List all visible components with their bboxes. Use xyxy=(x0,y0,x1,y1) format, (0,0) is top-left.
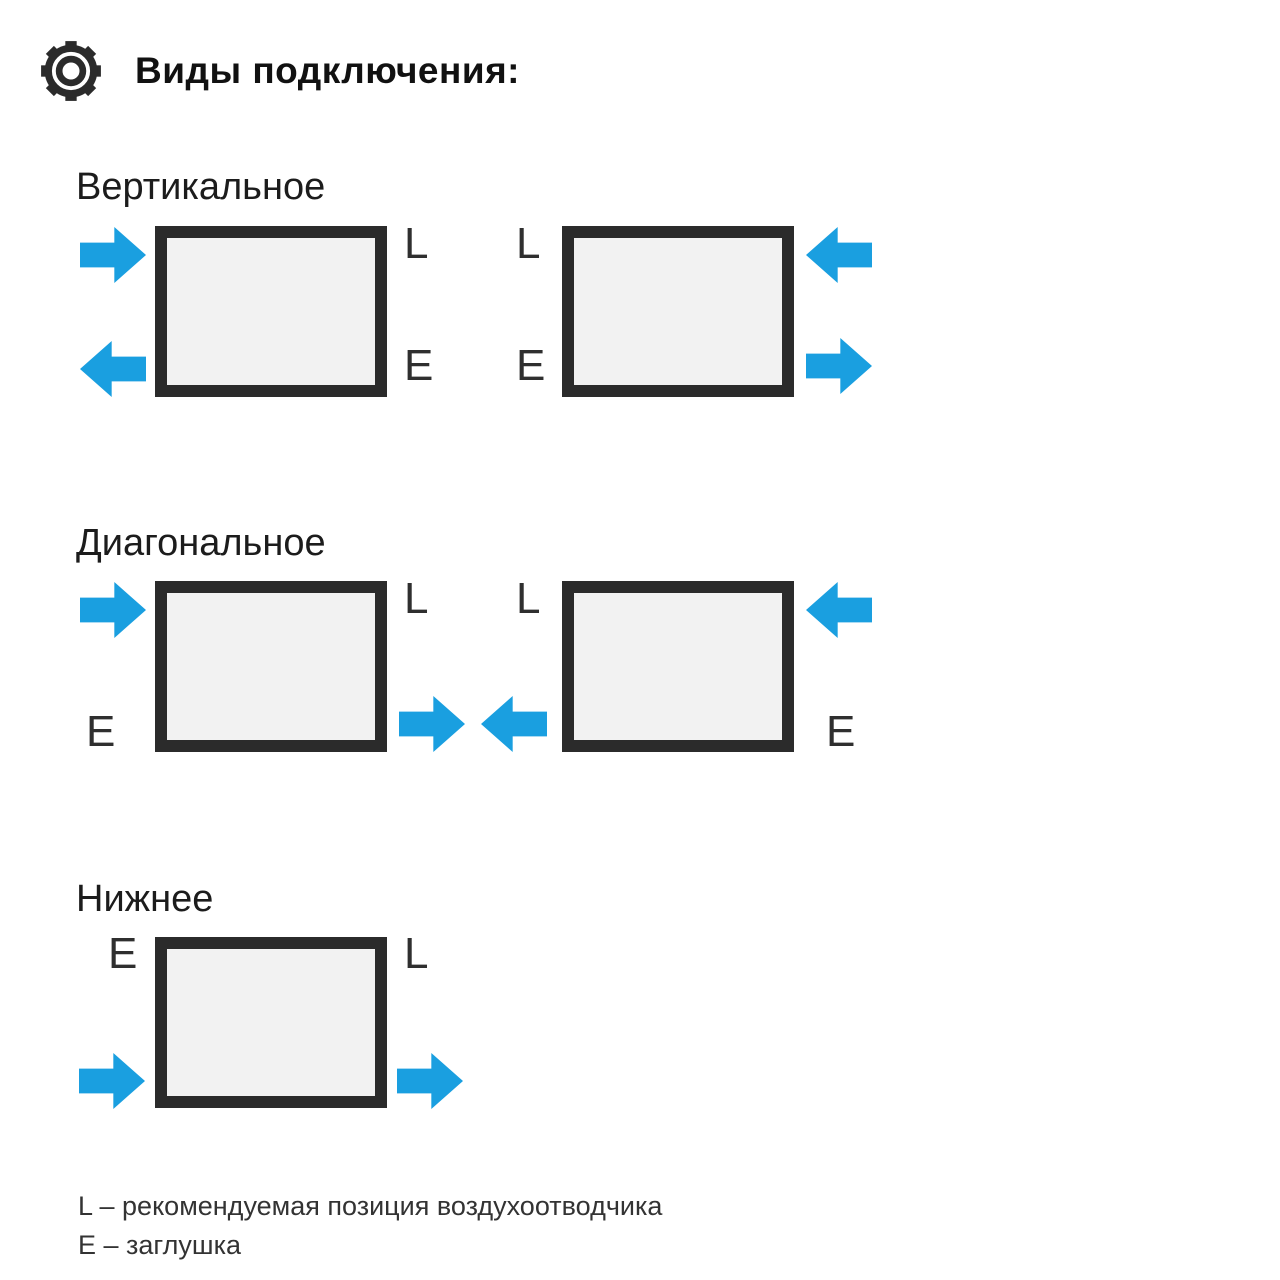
port-label-plug: E xyxy=(404,341,434,390)
section-title-bottom: Нижнее xyxy=(76,878,214,920)
port-label-plug: E xyxy=(826,707,856,756)
flow-out-arrow xyxy=(481,696,547,752)
port-label-plug: E xyxy=(516,341,546,390)
flow-in-arrow xyxy=(80,582,146,638)
flow-in-arrow xyxy=(806,227,872,283)
port-label-air-vent: L xyxy=(404,219,429,268)
radiator-rect xyxy=(562,581,794,752)
radiator-rect xyxy=(562,226,794,397)
gear-icon xyxy=(38,38,104,104)
flow-in-arrow xyxy=(806,582,872,638)
port-label-air-vent: L xyxy=(404,574,429,623)
port-label-plug: E xyxy=(86,707,116,756)
legend-air-vent: L – рекомендуемая позиция воздухоотводчика xyxy=(78,1191,663,1221)
flow-out-arrow xyxy=(806,338,872,394)
port-label-air-vent: L xyxy=(516,219,541,268)
radiator-rect xyxy=(155,581,387,752)
page-header xyxy=(0,0,1280,120)
flow-out-arrow xyxy=(80,341,146,397)
section-title-diagonal: Диагональное xyxy=(76,522,326,564)
flow-out-arrow xyxy=(397,1053,463,1109)
legend-plug: E – заглушка xyxy=(78,1230,242,1260)
page-title: Виды подключения: xyxy=(135,50,521,91)
radiator-rect xyxy=(155,226,387,397)
port-label-air-vent: L xyxy=(516,574,541,623)
port-label-air-vent: L xyxy=(404,929,429,978)
flow-in-arrow xyxy=(79,1053,145,1109)
radiator-rect xyxy=(155,937,387,1108)
flow-in-arrow xyxy=(80,227,146,283)
section-title-vertical: Вертикальное xyxy=(76,166,326,208)
flow-out-arrow xyxy=(399,696,465,752)
port-label-plug: E xyxy=(108,929,138,978)
